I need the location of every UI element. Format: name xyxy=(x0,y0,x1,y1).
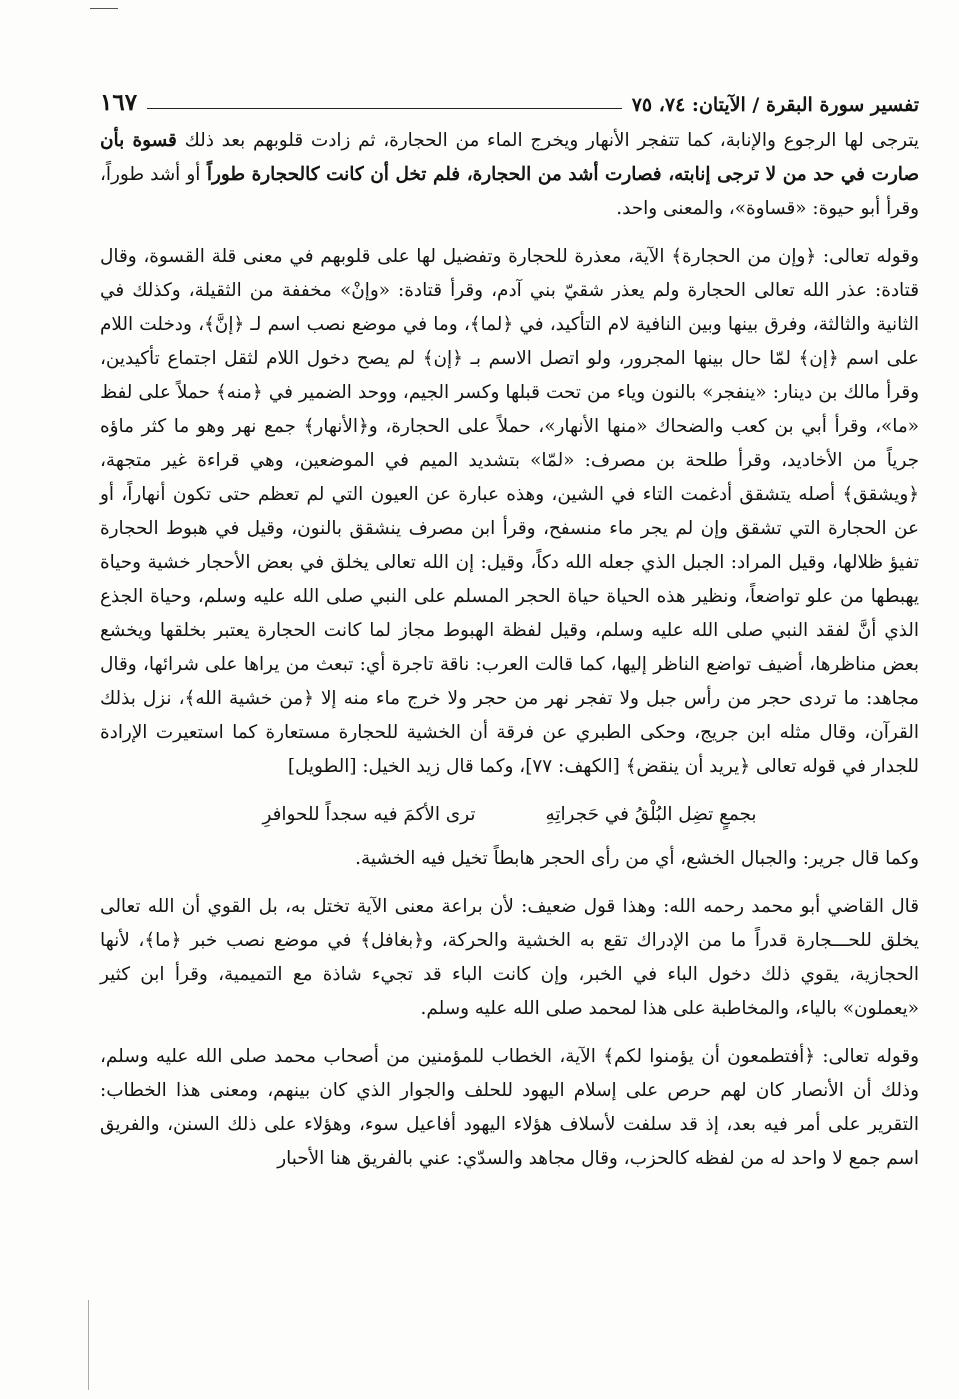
binding-edge-mark xyxy=(88,1300,89,1390)
paragraph-2: وقوله تعالى: ﴿وإن من الحجارة﴾ الآية، معذرة للحجارة وتفضيل لها على قلوبهم في معنى قلة القسوة، وقال قتادة: عذر الله تعالى الحجارة ولم يعذر شقيّ بني آدم، وقرأ قتادة: «وإنْ» مخففة من الثقيلة، وكذلك في الثانية والثالثة، وفرق بينها وبين النافية لام التأكيد، في ﴿لما﴾، وما في موضع نصب اسم لـ ﴿إنَّ﴾، ودخلت اللام على اسم ﴿إن﴾ لمّا حال بينها المجرور، ولو اتصل الاسم بـ ﴿إن﴾ لم يصح دخول اللام لثقل اجتماع تأكيدين، وقرأ مالك بن دينار: «ينفجر» بالنون وياء من تحت قبلها وكسر الجيم، ووحد الضمير في ﴿منه﴾ حملاً على لفظ «ما»، وقرأ أبي بن كعب والضحاك «منها الأنهار»، حملاً على الحجارة، و﴿الأنهار﴾ جمع نهر وهو ما كثر ماؤه جرياً من الأخاديد، وقرأ طلحة بن مصرف: «لمّا» بتشديد الميم في الموضعين، وهي قراءة غير متجهة، ﴿ويشقق﴾ أصله يتشقق أدغمت التاء في الشين، وهذه عبارة عن العيون التي لم تعظم حتى تكون أنهاراً، أو عن الحجارة التي تشقق وإن لم يجر ماء منسفح، وقرأ ابن مصرف ينشقق بالنون، وقيل في هبوط الحجارة تفيؤ ظلالها، وقيل المراد: الجبل الذي جعله الله دكاً، وقيل: إن الله تعالى يخلق في بعض الأحجار خشية وحياة يهبطها من علو تواضعاً، ونظير هذه الحياة حياة الحجر المسلم على النبي صلى الله عليه وسلم، وحياة الجذع الذي أنَّ لفقد النبي صلى الله عليه وسلم، وقيل لفظة الهبوط مجاز لما كانت الحجارة يعتبر بخلقها ويخشع بعض مناظرها، أضيف تواضع الناظر إليها، كما قالت العرب: ناقة تاجرة أي: تبعث من يراها على شرائها، وقال مجاهد: ما تردى حجر من رأس جبل ولا تفجر نهر من حجر ولا خرج ماء منه إلا ﴿من خشية الله﴾، نزل بذلك القرآن، وقال مثله ابن جريج، وحكى الطبري عن فرقة أن الخشية للحجارة مستعارة كما استعيرت الإرادة للجدار في قوله تعالى ﴿يريد أن ينقض﴾ [الكهف: ٧٧]، وكما قال زيد الخيل: [الطويل] xyxy=(100,246,920,777)
header-title: تفسير سورة البقرة / الآيتان: ٧٤، ٧٥ xyxy=(631,94,919,116)
paragraph-5: وقوله تعالى: ﴿أفتطمعون أن يؤمنوا لكم﴾ الآية، الخطاب للمؤمنين من أصحاب محمد صلى الله عليه وسلم، وذلك أن الأنصار كان لهم حرص على إسلام اليهود للحلف والجوار الذي كان بينهم، ومعنى هذا الخطاب: التقرير على أمر فيه بعد، إذ قد سلفت لأسلاف هؤلاء اليهود أفاعيل سوء، وهؤلاء على ذلك السنن، والفريق اسم جمع لا واحد له من لفظه كالحزب، وقال مجاهد والسدّي: عني بالفريق هنا الأحبار xyxy=(100,1046,920,1169)
paragraph-3: وكما قال جرير: والجبال الخشع، أي من رأى الحجر هابطاً تخيل فيه الخشية. xyxy=(355,848,919,869)
paragraph-1: يترجى لها الرجوع والإنابة، كما تتفجر الأنهار ويخرج الماء من الحجارة، ثم زادت قلوبهم بعد ذلك قسوة بأن صارت في حد من لا ترجى إنابته، فصارت أشد من الحجارة، فلم تخل أن كانت كالحجارة طوراً أو أشد طوراً، وقرأ أبو حيوة: «قساوة»، والمعنى واحد. xyxy=(100,130,920,219)
verse-first-hemistich: بجمعٍ تضِل البُلْقُ في حَجراتِهِ xyxy=(545,804,757,825)
header-rule xyxy=(147,108,622,109)
poetry-verse xyxy=(100,798,919,832)
page-number: ١٦٧ xyxy=(100,89,138,116)
running-header xyxy=(100,76,919,116)
top-margin-mark xyxy=(90,8,118,9)
verse-second-hemistich: ترى الأكمَ فيه سجداً للحوافرِ xyxy=(262,804,476,825)
paragraph-4: قال القاضي أبو محمد رحمه الله: وهذا قول ضعيف: لأن براعة معنى الآية تختل به، بل القوي أن الله تعالى يخلق للحـــجارة قدراً ما من الإدراك تقع به الخشية والحركة، و﴿بغافل﴾ في موضع نصب خبر ﴿ما﴾، لأنها الحجازية، يقوي ذلك دخول الباء في الخبر، وإن كانت الباء قد تجيء شاذة مع التميمية، وقرأ ابن كثير «يعملون» بالياء، والمخاطبة على هذا لمحمد صلى الله عليه وسلم. xyxy=(100,896,919,1019)
page-body xyxy=(100,124,919,1176)
